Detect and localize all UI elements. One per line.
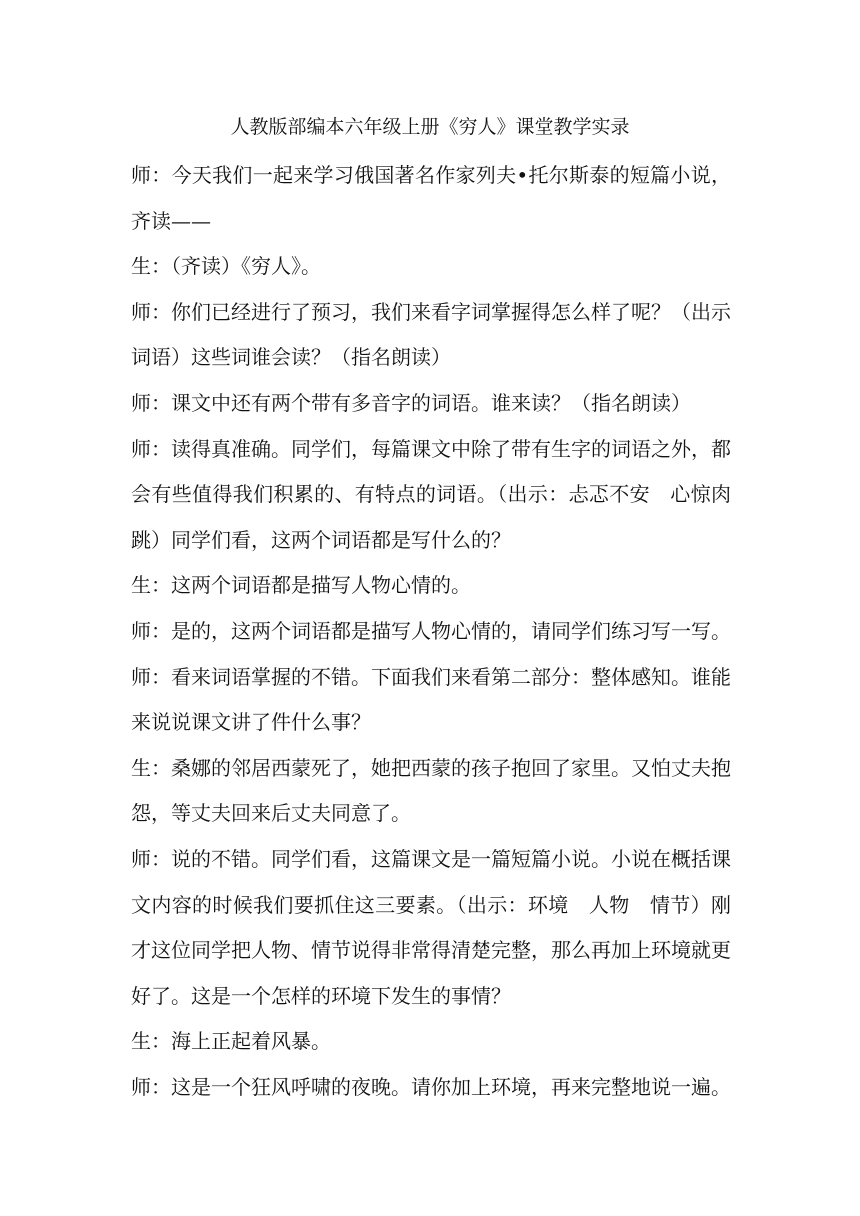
paragraph: 生：桑娜的邻居西蒙死了，她把西蒙的孩子抱回了家里。又怕丈夫抱怨，等丈夫回来后丈夫同意了。 [131, 755, 731, 826]
paragraph: 师：你们已经进行了预习，我们来看字词掌握得怎么样了呢？（出示词语）这些词谁会读？（指名朗读） [131, 299, 731, 370]
paragraph: 师：今天我们一起来学习俄国著名作家列夫•托尔斯泰的短篇小说，齐读—— [131, 163, 731, 233]
paragraph: 师：看来词语掌握的不错。下面我们来看第二部分：整体感知。谁能来说说课文讲了件什么事？ [131, 664, 731, 735]
paragraph: 师：这是一个狂风呼啸的夜晚。请你加上环境，再来完整地说一遍。 [131, 1074, 731, 1099]
paragraph: 生：（齐读）《穷人》。 [131, 254, 321, 279]
document-body [131, 153, 731, 1110]
document-title: 人教版部编本六年级上册《穷人》课堂教学实录 [230, 116, 630, 138]
paragraph: 师：说的不错。同学们看，这篇课文是一篇短篇小说。小说在概括课文内容的时候我们要抓住这三要素。（出示：环境 人物 情节）刚才这位同学把人物、情节说得非常得清楚完整，那么再加上环境就更好了。这是一个怎样的环境下发生的事情？ [131, 846, 731, 1008]
paragraph: 师：课文中还有两个带有多音字的词语。谁来读？（指名朗读） [131, 390, 691, 415]
paragraph: 生：海上正起着风暴。 [131, 1029, 331, 1054]
paragraph: 师：读得真准确。同学们，每篇课文中除了带有生字的词语之外，都会有些值得我们积累的、有特点的词语。（出示：忐忑不安 心惊肉跳）同学们看，这两个词语都是写什么的？ [131, 436, 731, 552]
paragraph: 生：这两个词语都是描写人物心情的。 [131, 573, 471, 598]
paragraph: 师：是的，这两个词语都是描写人物心情的，请同学们练习写一写。 [131, 618, 731, 643]
